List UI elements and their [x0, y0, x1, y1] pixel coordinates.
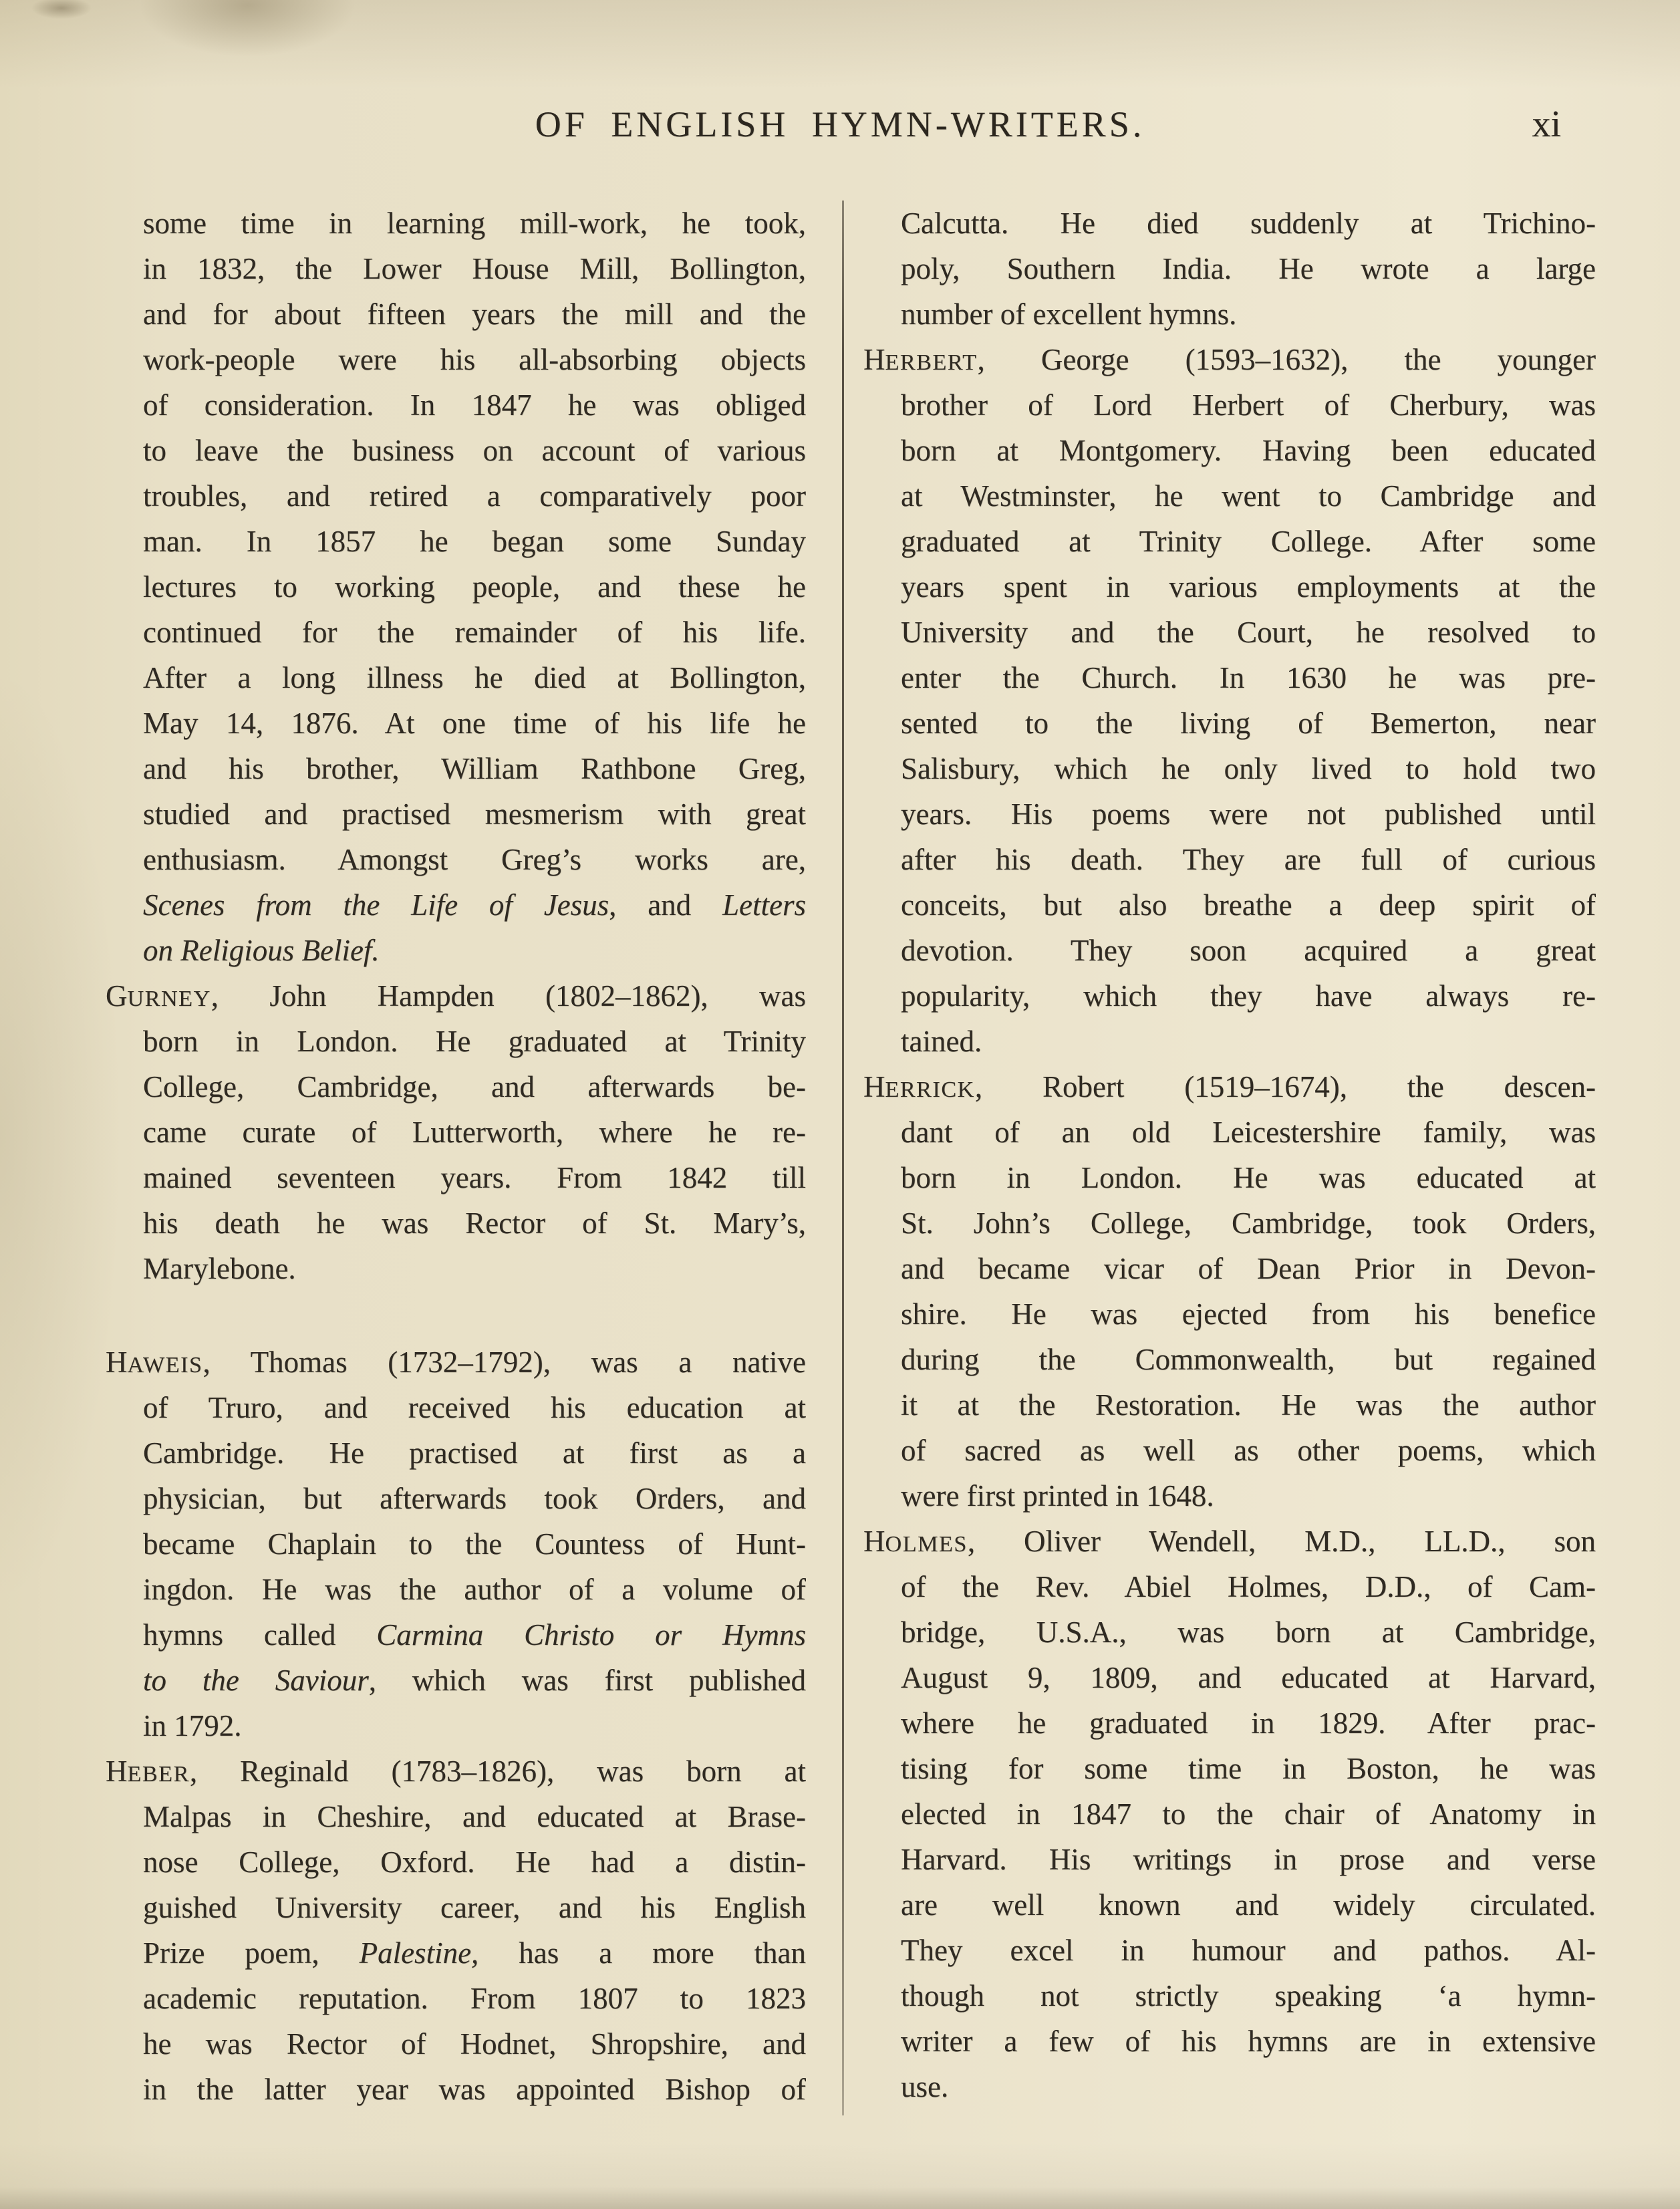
text-line: [106, 2067, 806, 2112]
text-line: [863, 610, 1596, 655]
text-run: popularity, which they have always re-: [901, 979, 1596, 1013]
text-run: lectures to working people, and these he: [143, 570, 806, 604]
text-column-left: [106, 201, 806, 2112]
text-line: [863, 1564, 1596, 1609]
text-run: in 1832, the Lower House Mill, Bollington,: [143, 252, 806, 285]
text-run: were first printed in 1648.: [901, 1479, 1214, 1513]
text-line: [106, 1110, 806, 1155]
text-run: in 1792.: [143, 1709, 242, 1742]
text-run: of Truro, and received his education at: [143, 1391, 806, 1424]
text-run: H: [863, 1070, 885, 1103]
text-line: [863, 337, 1596, 382]
text-line: [863, 291, 1596, 337]
text-run: , Robert (1519–1674), the descen-: [974, 1070, 1596, 1103]
text-line: [863, 1064, 1596, 1110]
italic-text-run: Carmina Christo or Hymns: [376, 1618, 806, 1652]
text-run: work-people were his all-absorbing objects: [143, 343, 806, 376]
text-line: [863, 1609, 1596, 1655]
italic-text-run: Letters: [722, 888, 806, 922]
text-line: [863, 1019, 1596, 1064]
text-line: [863, 1110, 1596, 1155]
text-run: August 9, 1809, and educated at Harvard,: [901, 1661, 1596, 1694]
italic-text-run: to the Saviour: [143, 1664, 369, 1697]
text-run: conceits, but also breathe a deep spirit of: [901, 888, 1596, 922]
text-line: [863, 1928, 1596, 1973]
text-run: Malpas in Cheshire, and educated at Brase-: [143, 1800, 806, 1833]
text-line: [106, 564, 806, 610]
text-line: [106, 473, 806, 519]
text-run: Prize poem,: [143, 1936, 360, 1970]
text-line: [863, 1337, 1596, 1382]
text-run: May 14, 1876. At one time of his life he: [143, 706, 806, 740]
text-run: during the Commonwealth, but regained: [901, 1343, 1596, 1376]
text-line: [106, 1385, 806, 1430]
text-run: troubles, and retired a comparatively poor: [143, 479, 806, 513]
running-head-title: OF ENGLISH HYMN-WRITERS.: [535, 104, 1145, 144]
text-run: number of excellent hymns.: [901, 297, 1237, 331]
text-line: [863, 1473, 1596, 1519]
text-run: to leave the business on account of various: [143, 434, 806, 467]
text-run: it at the Restoration. He was the author: [901, 1388, 1596, 1422]
text-line: [106, 337, 806, 382]
text-line: [106, 837, 806, 882]
text-run: use.: [901, 2070, 949, 2103]
text-line: [863, 1746, 1596, 1791]
text-run: continued for the remainder of his life.: [143, 616, 806, 649]
text-run: Salisbury, which he only lived to hold two: [901, 752, 1596, 785]
text-run: graduated at Trinity College. After some: [901, 525, 1596, 558]
text-run: University and the Court, he resolved to: [901, 616, 1596, 649]
text-run: academic reputation. From 1807 to 1823: [143, 1982, 806, 2015]
text-run: man. In 1857 he began some Sunday: [143, 525, 806, 558]
text-run: born in London. He was educated at: [901, 1161, 1596, 1194]
text-run: he was Rector of Hodnet, Shropshire, and: [143, 2027, 806, 2061]
text-run: physician, but afterwards took Orders, and: [143, 1482, 806, 1515]
text-line: [106, 882, 806, 928]
text-line: [863, 1655, 1596, 1700]
text-line: [106, 201, 806, 246]
text-run: , Oliver Wendell, M.D., LL.D., son: [967, 1525, 1596, 1558]
small-caps-text-run: ERRICK: [885, 1077, 975, 1102]
small-caps-text-run: EBER: [127, 1762, 190, 1787]
text-line: [863, 1519, 1596, 1564]
text-line: [106, 428, 806, 473]
text-line: [106, 1430, 806, 1476]
text-line: [863, 1791, 1596, 1837]
text-run: writer a few of his hymns are in extensive: [901, 2025, 1596, 2058]
text-run: Harvard. His writings in prose and verse: [901, 1843, 1596, 1876]
text-line: [863, 700, 1596, 746]
text-run: and became vicar of Dean Prior in Devon-: [901, 1252, 1596, 1285]
text-run: nose College, Oxford. He had a distin-: [143, 1845, 806, 1879]
text-line: [106, 1930, 806, 1976]
text-line: [863, 655, 1596, 700]
text-line: [863, 382, 1596, 428]
text-run: H: [106, 1345, 128, 1379]
text-run: G: [106, 979, 128, 1013]
text-run: in the latter year was appointed Bishop of: [143, 2073, 806, 2106]
text-run: are well known and widely circulated.: [901, 1888, 1596, 1922]
text-line: [106, 1246, 806, 1291]
text-run: They excel in humour and pathos. Al-: [901, 1934, 1596, 1967]
text-run: brother of Lord Herbert of Cherbury, was: [901, 388, 1596, 422]
text-run: , Reginald (1783–1826), was born at: [189, 1755, 806, 1788]
text-run: born at Montgomery. Having been educated: [901, 434, 1596, 467]
text-line: [106, 791, 806, 837]
text-line: [106, 928, 806, 973]
text-line: [106, 382, 806, 428]
text-line: [863, 201, 1596, 246]
text-line: [106, 655, 806, 700]
italic-text-run: Scenes from the Life of Jesus: [143, 888, 609, 922]
text-run: bridge, U.S.A., was born at Cambridge,: [901, 1615, 1596, 1649]
text-run: and for about fifteen years the mill and the: [143, 297, 806, 331]
text-line: [106, 1794, 806, 1839]
text-line: [106, 1885, 806, 1930]
text-line: [863, 791, 1596, 837]
text-run: ingdon. He was the author of a volume of: [143, 1573, 806, 1606]
text-line: [106, 1839, 806, 1885]
text-line: [863, 1246, 1596, 1291]
text-run: H: [863, 1525, 885, 1558]
text-line: [106, 1567, 806, 1612]
text-run: became Chaplain to the Countess of Hunt-: [143, 1527, 806, 1561]
text-run: St. John’s College, Cambridge, took Orders,: [901, 1206, 1596, 1240]
italic-text-run: Palestine,: [359, 1936, 479, 1970]
small-caps-text-run: AWEIS: [127, 1353, 203, 1378]
text-line: [863, 519, 1596, 564]
text-run: some time in learning mill-work, he took,: [143, 207, 806, 240]
text-line: [863, 1428, 1596, 1473]
text-run: poly, Southern India. He wrote a large: [901, 252, 1596, 285]
text-run: where he graduated in 1829. After prac-: [901, 1706, 1596, 1740]
text-run: Cambridge. He practised at first as a: [143, 1436, 806, 1470]
text-line: [106, 700, 806, 746]
text-line: [106, 1976, 806, 2021]
text-line: [863, 2064, 1596, 2109]
text-run: Calcutta. He died suddenly at Trichino-: [901, 207, 1596, 240]
text-run: sented to the living of Bemerton, near: [901, 706, 1596, 740]
text-run: , John Hampden (1802–1862), was: [211, 979, 806, 1013]
text-run: his death he was Rector of St. Mary’s,: [143, 1206, 806, 1240]
text-line: [106, 1064, 806, 1110]
small-caps-text-run: URNEY: [127, 987, 211, 1011]
text-line: [106, 1155, 806, 1200]
text-line: [863, 1700, 1596, 1746]
text-run: of consideration. In 1847 he was obliged: [143, 388, 806, 422]
small-caps-text-run: OLMES: [885, 1532, 968, 1557]
text-line: [863, 882, 1596, 928]
text-line: [106, 610, 806, 655]
text-line: [863, 473, 1596, 519]
text-run: tising for some time in Boston, he was: [901, 1752, 1596, 1785]
text-run: years spent in various employments at the: [901, 570, 1596, 604]
text-line: [863, 837, 1596, 882]
text-line: [106, 1748, 806, 1794]
text-run: hymns called: [143, 1618, 377, 1652]
column-divider-rule: [842, 201, 844, 2115]
text-line: [863, 928, 1596, 973]
text-line: [863, 564, 1596, 610]
text-run: devotion. They soon acquired a great: [901, 934, 1596, 967]
text-run: studied and practised mesmerism with great: [143, 797, 806, 831]
text-line: [863, 1882, 1596, 1928]
text-line: [106, 1658, 806, 1703]
text-run: Marylebone.: [143, 1252, 296, 1285]
text-run: of sacred as well as other poems, which: [901, 1434, 1596, 1467]
italic-text-run: on Religious Belief.: [143, 934, 380, 967]
text-line: [863, 1155, 1596, 1200]
small-caps-text-run: ERBERT: [885, 350, 978, 375]
text-line: [106, 1339, 806, 1385]
page-number: xi: [1532, 104, 1561, 145]
text-line: [106, 1019, 806, 1064]
text-run: years. His poems were not published until: [901, 797, 1596, 831]
text-run: , and: [609, 888, 722, 922]
text-line: [106, 246, 806, 291]
text-line: [106, 1703, 806, 1748]
text-run: born in London. He graduated at Trinity: [143, 1025, 806, 1058]
text-run: came curate of Lutterworth, where he re-: [143, 1116, 806, 1149]
text-run: enter the Church. In 1630 he was pre-: [901, 661, 1596, 694]
text-line: [863, 1837, 1596, 1882]
text-column-right: [863, 201, 1596, 2109]
text-line: [106, 1612, 806, 1658]
text-line: [106, 519, 806, 564]
text-line: [106, 746, 806, 791]
text-run: , which was first published: [368, 1664, 806, 1697]
text-line: [863, 1200, 1596, 1246]
text-run: though not strictly speaking ‘a hymn-: [901, 1979, 1596, 2012]
text-run: elected in 1847 to the chair of Anatomy in: [901, 1797, 1596, 1831]
text-line: [863, 1382, 1596, 1428]
text-line: [106, 1476, 806, 1521]
text-line: [106, 1521, 806, 1567]
text-line: [863, 973, 1596, 1019]
text-run: enthusiasm. Amongst Greg’s works are,: [143, 843, 806, 876]
text-run: has a more than: [478, 1936, 806, 1970]
text-run: shire. He was ejected from his benefice: [901, 1297, 1596, 1331]
text-run: after his death. They are full of curious: [901, 843, 1596, 876]
text-line: [863, 746, 1596, 791]
text-run: dant of an old Leicestershire family, was: [901, 1116, 1596, 1149]
text-run: , Thomas (1732–1792), was a native: [202, 1345, 806, 1379]
text-run: College, Cambridge, and afterwards be-: [143, 1070, 806, 1103]
text-line: [863, 428, 1596, 473]
text-run: mained seventeen years. From 1842 till: [143, 1161, 806, 1194]
text-line: [863, 246, 1596, 291]
text-line: [106, 2021, 806, 2067]
text-line: [106, 1200, 806, 1246]
text-run: guished University career, and his English: [143, 1891, 806, 1924]
text-run: , George (1593–1632), the younger: [977, 343, 1596, 376]
text-run: H: [106, 1755, 128, 1788]
text-run: After a long illness he died at Bollington,: [143, 661, 806, 694]
text-line: [863, 1291, 1596, 1337]
text-line: [863, 1973, 1596, 2019]
text-run: and his brother, William Rathbone Greg,: [143, 752, 806, 785]
text-run: of the Rev. Abiel Holmes, D.D., of Cam-: [901, 1570, 1596, 1603]
text-line: [863, 2019, 1596, 2064]
text-run: at Westminster, he went to Cambridge and: [901, 479, 1596, 513]
text-line: [106, 291, 806, 337]
text-run: tained.: [901, 1025, 982, 1058]
text-line: [106, 973, 806, 1019]
text-run: H: [863, 343, 885, 376]
